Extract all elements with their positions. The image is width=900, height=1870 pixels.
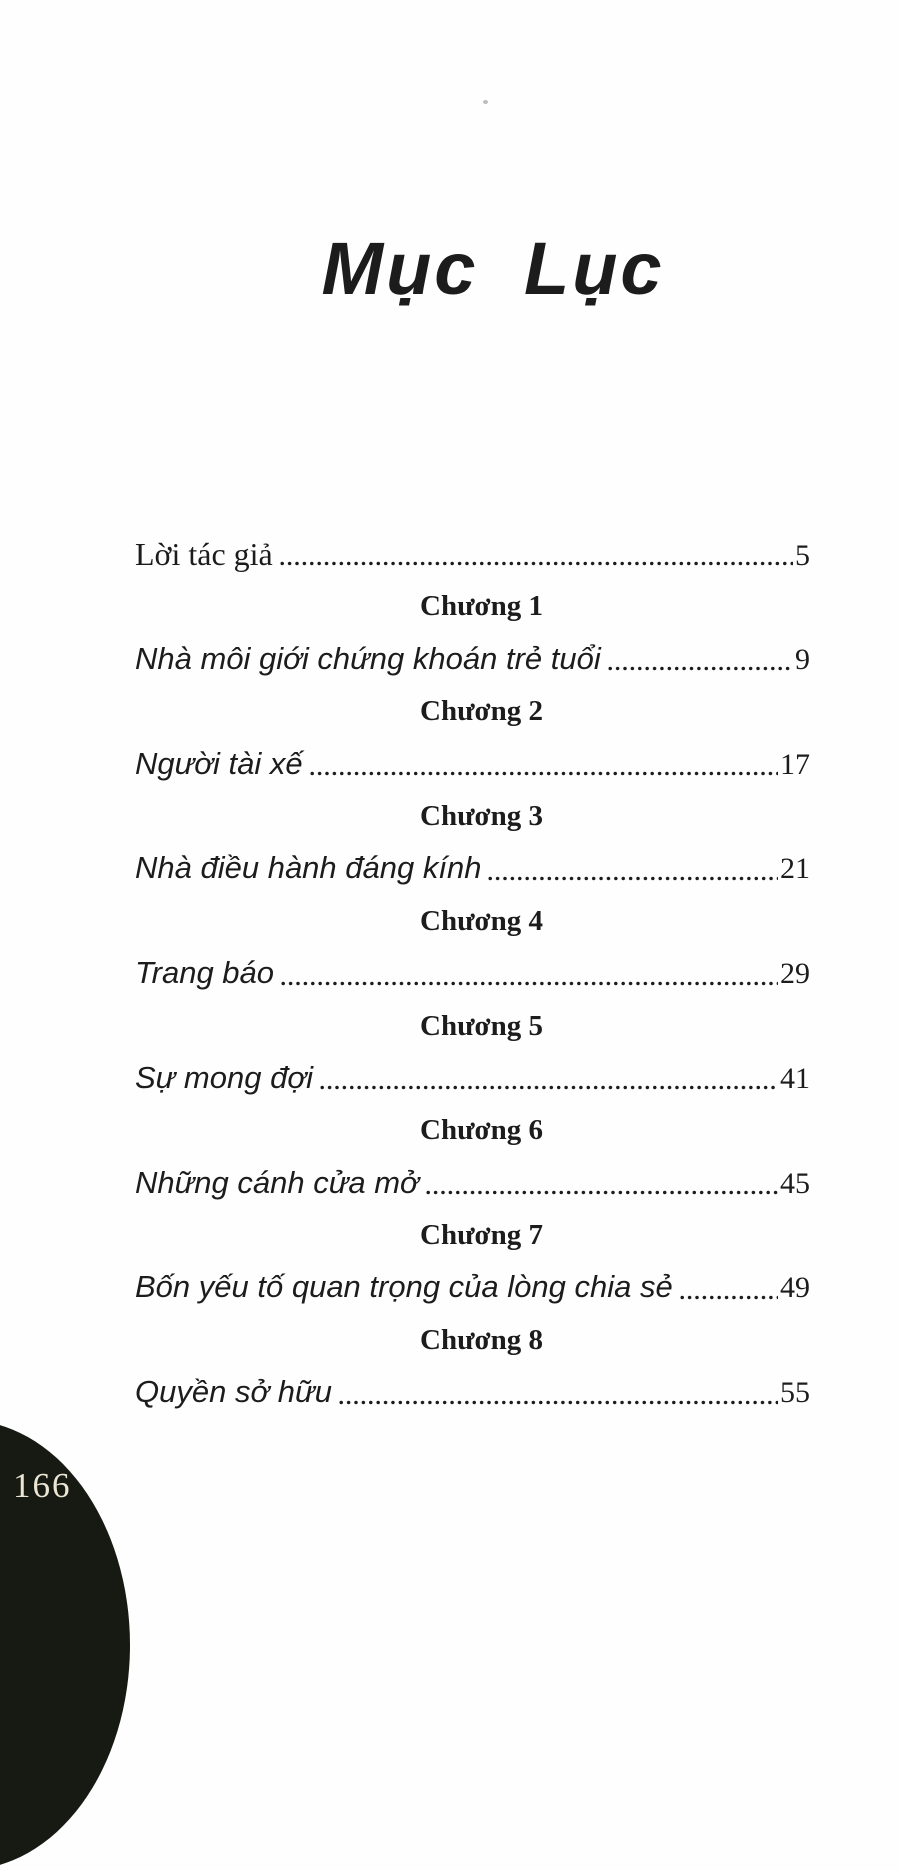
toc-entry bbox=[135, 1157, 810, 1209]
toc-entry-label: Những cánh cửa mở bbox=[135, 1164, 419, 1200]
toc-entry bbox=[135, 528, 810, 580]
dot-leader bbox=[488, 876, 778, 881]
dot-leader bbox=[320, 1085, 778, 1090]
dot-leader bbox=[680, 1295, 778, 1300]
toc-entry bbox=[135, 1052, 810, 1104]
toc-entry-page-number: 9 bbox=[795, 642, 810, 676]
toc-entry-label: Trang báo bbox=[135, 955, 275, 991]
toc-chapter-heading: Chương 8 bbox=[420, 1323, 543, 1356]
toc-entry-label: Sự mong đợi bbox=[135, 1059, 313, 1095]
toc-chapter-heading: Chương 4 bbox=[420, 904, 543, 937]
toc-entry-label: Nhà môi giới chứng khoán trẻ tuổi bbox=[135, 640, 601, 676]
dot-leader bbox=[339, 1400, 778, 1405]
toc-entry-page-number: 21 bbox=[780, 852, 810, 886]
toc-entry bbox=[135, 1366, 810, 1418]
toc-list bbox=[135, 528, 810, 1419]
corner-page-number: 166 bbox=[13, 1466, 72, 1505]
toc-chapter-heading: Chương 5 bbox=[420, 1009, 543, 1042]
toc-entry-page-number: 41 bbox=[780, 1061, 810, 1095]
toc-entry bbox=[135, 738, 810, 790]
dot-leader bbox=[281, 981, 778, 986]
toc-chapter-heading: Chương 2 bbox=[420, 695, 543, 728]
dot-leader bbox=[608, 666, 793, 671]
dot-leader bbox=[310, 771, 778, 776]
toc-entry-label: Người tài xế bbox=[135, 745, 303, 781]
scan-speck bbox=[483, 100, 488, 104]
toc-chapter-heading: Chương 6 bbox=[420, 1114, 543, 1147]
toc-entry bbox=[135, 1261, 810, 1313]
toc-entry-page-number: 17 bbox=[780, 747, 810, 781]
toc-entry-label: Lời tác giả bbox=[135, 536, 273, 572]
toc-entry bbox=[135, 947, 810, 999]
toc-entry-page-number: 29 bbox=[780, 957, 810, 991]
toc-chapter-heading: Chương 1 bbox=[420, 590, 543, 623]
toc-entry bbox=[135, 842, 810, 894]
toc-entry-label: Bốn yếu tố quan trọng của lòng chia sẻ bbox=[135, 1269, 673, 1305]
toc-entry-page-number: 49 bbox=[780, 1271, 810, 1305]
toc-chapter-heading: Chương 7 bbox=[420, 1219, 543, 1252]
toc-entry-label: Nhà điều hành đáng kính bbox=[135, 850, 482, 886]
toc-entry-label: Quyền sở hữu bbox=[135, 1374, 332, 1410]
dot-leader bbox=[280, 561, 793, 566]
toc-entry-page-number: 5 bbox=[795, 539, 810, 572]
page-title: Mục Lục bbox=[321, 227, 665, 310]
toc-entry-page-number: 55 bbox=[780, 1376, 810, 1410]
dot-leader bbox=[426, 1190, 778, 1195]
toc-entry bbox=[135, 633, 810, 685]
toc-chapter-heading: Chương 3 bbox=[420, 799, 543, 832]
toc-entry-page-number: 45 bbox=[780, 1166, 810, 1200]
